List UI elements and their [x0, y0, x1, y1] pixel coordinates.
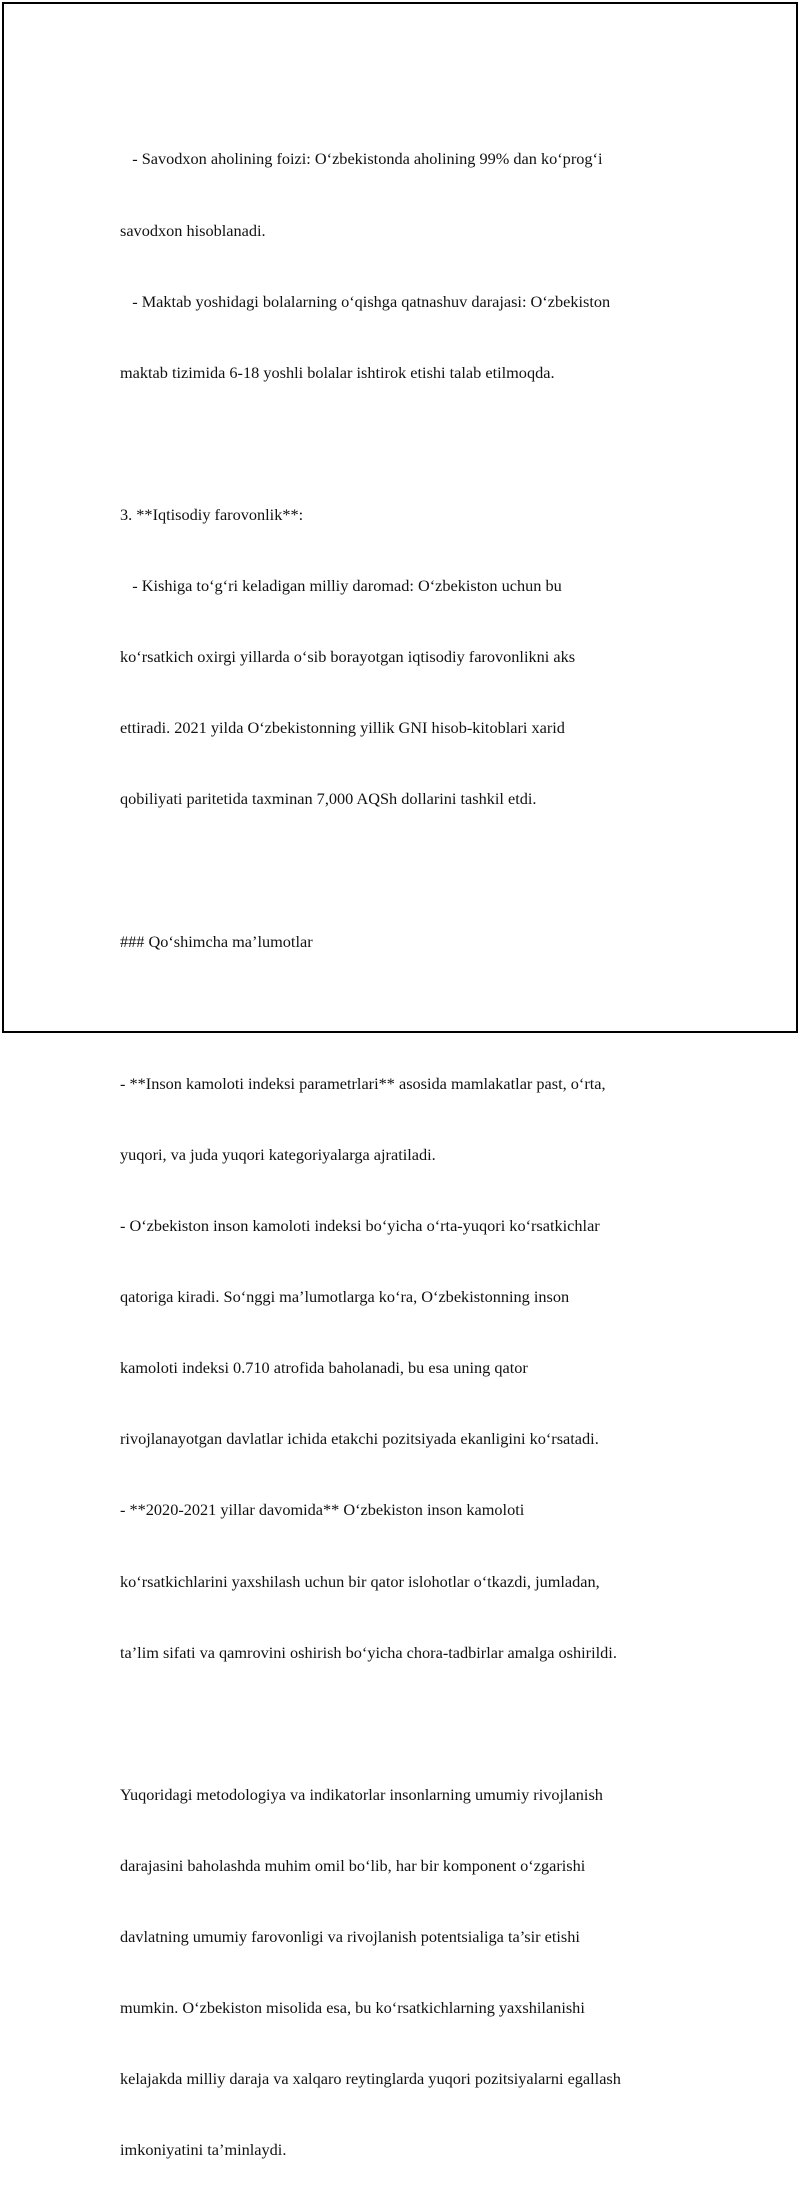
text-line: - Kishiga to‘g‘ri keladigan milliy daromad: O‘zbekiston uchun bu [120, 576, 562, 596]
list-item-line: - **2020-2021 yillar davomida** O‘zbekiston inson kamoloti [120, 1500, 525, 1520]
text-line: ko‘rsatkich oxirgi yillarda o‘sib borayotgan iqtisodiy farovonlikni aks [120, 647, 576, 667]
document-body [120, 100, 700, 2210]
text-line: Yuqoridagi metodologiya va indikatorlar insonlarning umumiy rivojlanish [120, 1784, 603, 1804]
conclusion-paragraph [120, 1735, 700, 2209]
section-heading-line: 3. **Iqtisodiy farovonlik**: [120, 504, 304, 524]
text-line: qatoriga kiradi. So‘nggi ma’lumotlarga ko‘ra, O‘zbekistonning inson [120, 1287, 570, 1307]
additional-info-list [120, 1024, 700, 1711]
text-line: mumkin. O‘zbekiston misolida esa, bu ko‘rsatkichlarning yaxshilanishi [120, 1998, 585, 2018]
text-line: davlatning umumiy farovonligi va rivojlanish potentsialiga ta’sir etishi [120, 1927, 580, 1947]
text-line: - Maktab yoshidagi bolalarning o‘qishga qatnashuv darajasi: O‘zbekiston [120, 291, 611, 311]
document-page [2, 2, 798, 2160]
text-line: ettiradi. 2021 yilda O‘zbekistonning yillik GNI hisob-kitoblari xarid [120, 718, 565, 738]
literacy-indicators-paragraph [120, 100, 700, 432]
text-line: qobiliyati paritetida taxminan 7,000 AQSh dollarini tashkil etdi. [120, 789, 537, 809]
text-line: kamoloti indeksi 0.710 atrofida baholanadi, bu esa uning qator [120, 1358, 528, 1378]
text-line: imkoniyatini ta’minlaydi. [120, 2140, 287, 2160]
heading-line: ### Qo‘shimcha ma’lumotlar [120, 931, 313, 951]
text-line: rivojlanayotgan davlatlar ichida etakchi pozitsiyada ekanligini ko‘rsatadi. [120, 1429, 599, 1449]
list-item-line: - **Inson kamoloti indeksi parametrlari** asosida mamlakatlar past, o‘rta, [120, 1073, 606, 1093]
text-line: yuqori, va juda yuqori kategoriyalarga ajratiladi. [120, 1144, 436, 1164]
list-item-line: - O‘zbekiston inson kamoloti indeksi bo‘yicha o‘rta-yuqori ko‘rsatkichlar [120, 1216, 600, 1235]
additional-info-heading [120, 882, 700, 1001]
text-line: darajasini baholashda muhim omil bo‘lib, har bir komponent o‘zgarishi [120, 1855, 586, 1875]
text-line: ko‘rsatkichlarini yaxshilash uchun bir qator islohotlar o‘tkazdi, jumladan, [120, 1571, 600, 1591]
text-line: savodxon hisoblanadi. [120, 220, 266, 240]
text-line: maktab tizimida 6-18 yoshli bolalar ishtirok etishi talab etilmoqda. [120, 362, 555, 382]
text-line: ta’lim sifati va qamrovini oshirish bo‘yicha chora-tadbirlar amalga oshirildi. [120, 1642, 617, 1662]
economic-welfare-paragraph [120, 456, 700, 859]
text-line: - Savodxon aholining foizi: O‘zbekistonda aholining 99% dan ko‘prog‘i [120, 149, 603, 169]
text-line: kelajakda milliy daraja va xalqaro reytinglarda yuqori pozitsiyalarni egallash [120, 2069, 621, 2089]
